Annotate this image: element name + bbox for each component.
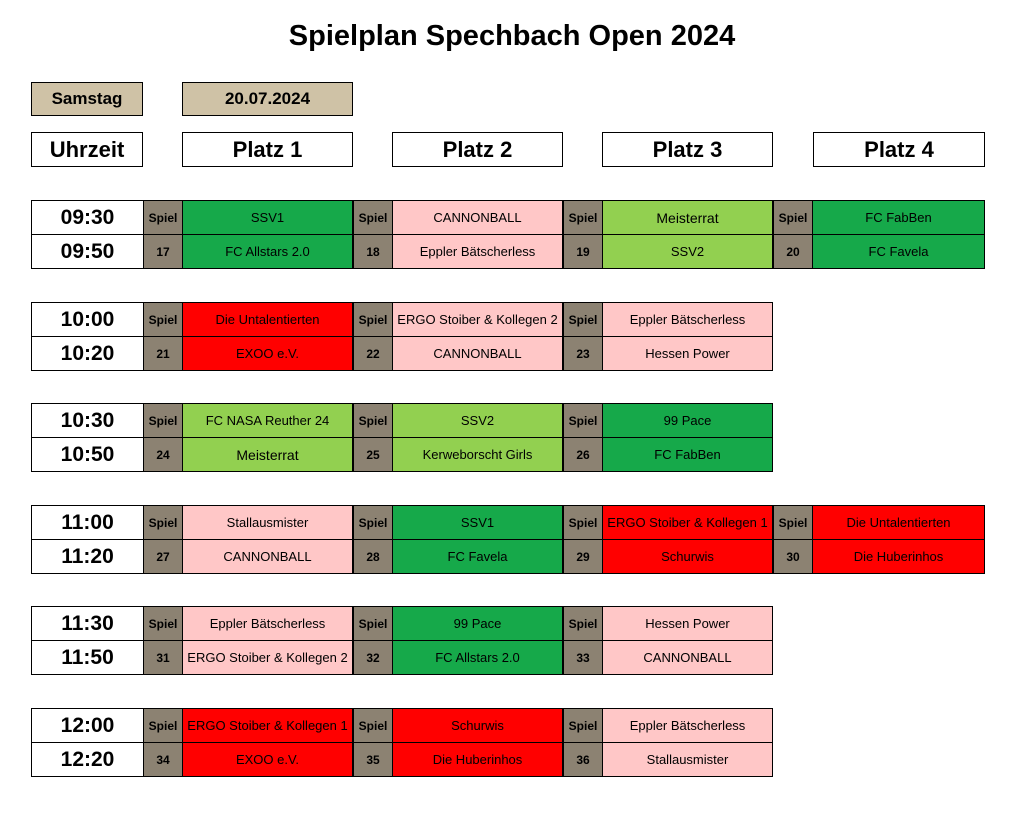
team-cell: Hessen Power <box>602 606 773 641</box>
team-cell: ERGO Stoiber & Kollegen 1 <box>182 708 353 743</box>
game-number: 20 <box>773 234 813 269</box>
team-cell: Stallausmister <box>602 742 773 777</box>
time-cell: 09:30 <box>31 200 144 235</box>
team-cell: FC Allstars 2.0 <box>392 640 563 675</box>
game-number: 18 <box>353 234 393 269</box>
time-block <box>31 200 985 269</box>
time-cell: 11:50 <box>31 640 144 675</box>
team-cell: EXOO e.V. <box>182 336 353 371</box>
team-cell: FC NASA Reuther 24 <box>182 403 353 438</box>
team-cell: Die Huberinhos <box>392 742 563 777</box>
team-cell: Die Untalentierten <box>182 302 353 337</box>
team-cell: Meisterrat <box>602 200 773 235</box>
game-number: 24 <box>143 437 183 472</box>
spiel-label: Spiel <box>563 708 603 743</box>
game-number: 17 <box>143 234 183 269</box>
game-number: 36 <box>563 742 603 777</box>
spiel-label: Spiel <box>353 606 393 641</box>
spiel-label: Spiel <box>143 302 183 337</box>
spiel-label: Spiel <box>563 200 603 235</box>
spiel-label: Spiel <box>143 505 183 540</box>
team-cell: ERGO Stoiber & Kollegen 2 <box>182 640 353 675</box>
game-number: 29 <box>563 539 603 574</box>
time-cell: 11:00 <box>31 505 144 540</box>
spiel-label: Spiel <box>773 505 813 540</box>
spiel-label: Spiel <box>143 708 183 743</box>
team-cell: Eppler Bätscherless <box>602 708 773 743</box>
game-number: 32 <box>353 640 393 675</box>
team-cell: FC Allstars 2.0 <box>182 234 353 269</box>
team-cell: Die Huberinhos <box>812 539 985 574</box>
date-label: 20.07.2024 <box>182 82 353 116</box>
game-number: 23 <box>563 336 603 371</box>
team-cell: Meisterrat <box>182 437 353 472</box>
team-cell: SSV2 <box>392 403 563 438</box>
game-number: 26 <box>563 437 603 472</box>
time-cell: 10:20 <box>31 336 144 371</box>
platz-3-header: Platz 3 <box>602 132 773 167</box>
spiel-label: Spiel <box>563 403 603 438</box>
platz-1-header: Platz 1 <box>182 132 353 167</box>
spiel-label: Spiel <box>143 403 183 438</box>
team-cell: FC Favela <box>812 234 985 269</box>
game-number: 19 <box>563 234 603 269</box>
time-block <box>31 403 985 472</box>
day-label: Samstag <box>31 82 143 116</box>
spiel-label: Spiel <box>143 200 183 235</box>
time-block <box>31 606 985 675</box>
team-cell: FC FabBen <box>812 200 985 235</box>
game-number: 35 <box>353 742 393 777</box>
time-cell: 10:50 <box>31 437 144 472</box>
time-cell: 11:30 <box>31 606 144 641</box>
game-number: 25 <box>353 437 393 472</box>
spiel-label: Spiel <box>563 505 603 540</box>
time-cell: 11:20 <box>31 539 144 574</box>
time-column-header: Uhrzeit <box>31 132 143 167</box>
platz-4-header: Platz 4 <box>813 132 985 167</box>
team-cell: FC FabBen <box>602 437 773 472</box>
team-cell: 99 Pace <box>392 606 563 641</box>
team-cell: CANNONBALL <box>602 640 773 675</box>
time-cell: 10:30 <box>31 403 144 438</box>
game-number: 31 <box>143 640 183 675</box>
game-number: 21 <box>143 336 183 371</box>
team-cell: ERGO Stoiber & Kollegen 2 <box>392 302 563 337</box>
page-title: Spielplan Spechbach Open 2024 <box>288 20 736 52</box>
platz-2-header: Platz 2 <box>392 132 563 167</box>
team-cell: FC Favela <box>392 539 563 574</box>
game-number: 27 <box>143 539 183 574</box>
team-cell: SSV2 <box>602 234 773 269</box>
spiel-label: Spiel <box>143 606 183 641</box>
time-block <box>31 708 985 777</box>
spiel-label: Spiel <box>353 403 393 438</box>
team-cell: EXOO e.V. <box>182 742 353 777</box>
team-cell: CANNONBALL <box>182 539 353 574</box>
time-block <box>31 505 985 574</box>
team-cell: ERGO Stoiber & Kollegen 1 <box>602 505 773 540</box>
team-cell: SSV1 <box>182 200 353 235</box>
team-cell: Schurwis <box>602 539 773 574</box>
team-cell: Eppler Bätscherless <box>182 606 353 641</box>
game-number: 30 <box>773 539 813 574</box>
spiel-label: Spiel <box>353 200 393 235</box>
team-cell: Kerweborscht Girls <box>392 437 563 472</box>
game-number: 33 <box>563 640 603 675</box>
time-cell: 12:20 <box>31 742 144 777</box>
team-cell: Schurwis <box>392 708 563 743</box>
spiel-label: Spiel <box>353 708 393 743</box>
spiel-label: Spiel <box>563 606 603 641</box>
team-cell: 99 Pace <box>602 403 773 438</box>
spiel-label: Spiel <box>773 200 813 235</box>
team-cell: Eppler Bätscherless <box>602 302 773 337</box>
team-cell: SSV1 <box>392 505 563 540</box>
time-block <box>31 302 985 371</box>
game-number: 34 <box>143 742 183 777</box>
spiel-label: Spiel <box>563 302 603 337</box>
team-cell: Stallausmister <box>182 505 353 540</box>
time-cell: 10:00 <box>31 302 144 337</box>
time-cell: 09:50 <box>31 234 144 269</box>
game-number: 22 <box>353 336 393 371</box>
spiel-label: Spiel <box>353 302 393 337</box>
team-cell: Eppler Bätscherless <box>392 234 563 269</box>
game-number: 28 <box>353 539 393 574</box>
team-cell: Hessen Power <box>602 336 773 371</box>
team-cell: Die Untalentierten <box>812 505 985 540</box>
team-cell: CANNONBALL <box>392 200 563 235</box>
team-cell: CANNONBALL <box>392 336 563 371</box>
time-cell: 12:00 <box>31 708 144 743</box>
spiel-label: Spiel <box>353 505 393 540</box>
